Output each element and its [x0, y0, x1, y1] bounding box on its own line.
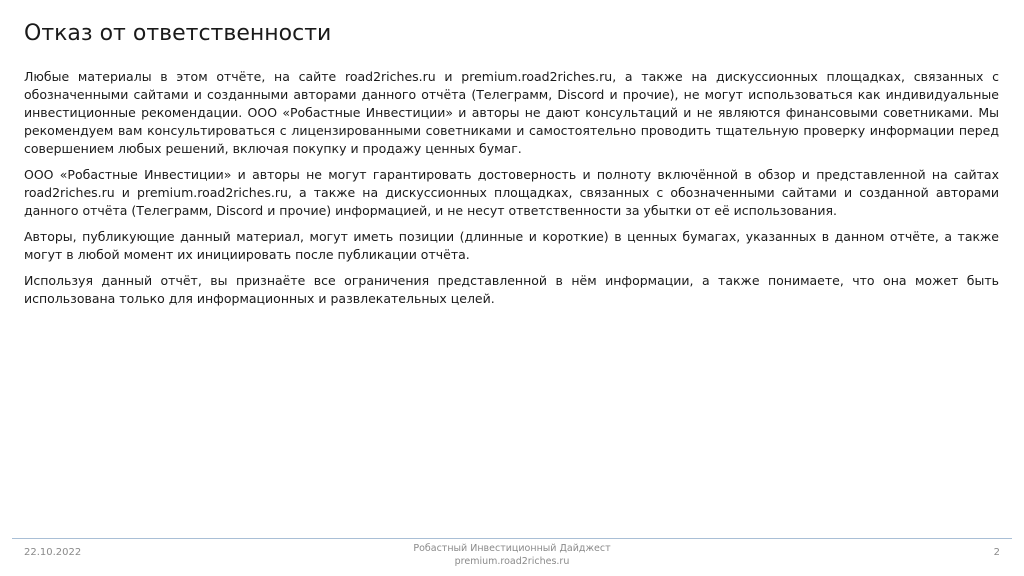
disclaimer-paragraph-4: Используя данный отчёт, вы признаёте все ограничения представленной в нём информации, а также понимаете, что она может быть использована только для информационных и развлекательных целей.: [24, 273, 999, 306]
disclaimer-paragraph-3: Авторы, публикующие данный материал, могут иметь позиции (длинные и короткие) в ценных бумагах, указанных в данном отчёте, а также могут в любой момент их инициировать после публикации отчёта.: [24, 229, 999, 262]
disclaimer-paragraph-2: ООО «Робастные Инвестиции» и авторы не могут гарантировать достоверность и полноту включённой в обзор и представленной на сайтах road2riches.ru и premium.road2riches.ru, а также на дискуссионных площадках, связанных с обозначенными сайтами и созданной авторами данного отчёта (Телеграмм, Discord и прочие) информацией, и не несут ответственности за убытки от её использования.: [24, 167, 999, 218]
page-number: 2: [993, 547, 1000, 558]
slide-title: Отказ от ответственности: [24, 21, 332, 46]
footer-publication-name: Робастный Инвестиционный Дайджест: [413, 543, 611, 554]
disclaimer-paragraph-1: Любые материалы в этом отчёте, на сайте road2riches.ru и premium.road2riches.ru, а также на дискуссионных площадках, связанных с обозначенными сайтами и созданными авторами данного отчёта (Телеграмм, Discord и прочие), не могут использоваться как индивидуальные инвестиционные рекомендации. ООО «Робастные Инвестиции» и авторы не дают консультаций и не являются финансовыми советниками. Мы рекомендуем вам консультироваться с лицензированными советниками и самостоятельно проводить тщательную проверку информации перед совершением любых решений, включая покупку и продажу ценных бумаг.: [24, 69, 999, 156]
disclaimer-body: [24, 68, 999, 316]
footer-divider: [12, 538, 1012, 539]
footer-publication: [312, 542, 712, 568]
footer-site: premium.road2riches.ru: [454, 556, 570, 567]
footer-date: 22.10.2022: [24, 547, 82, 558]
